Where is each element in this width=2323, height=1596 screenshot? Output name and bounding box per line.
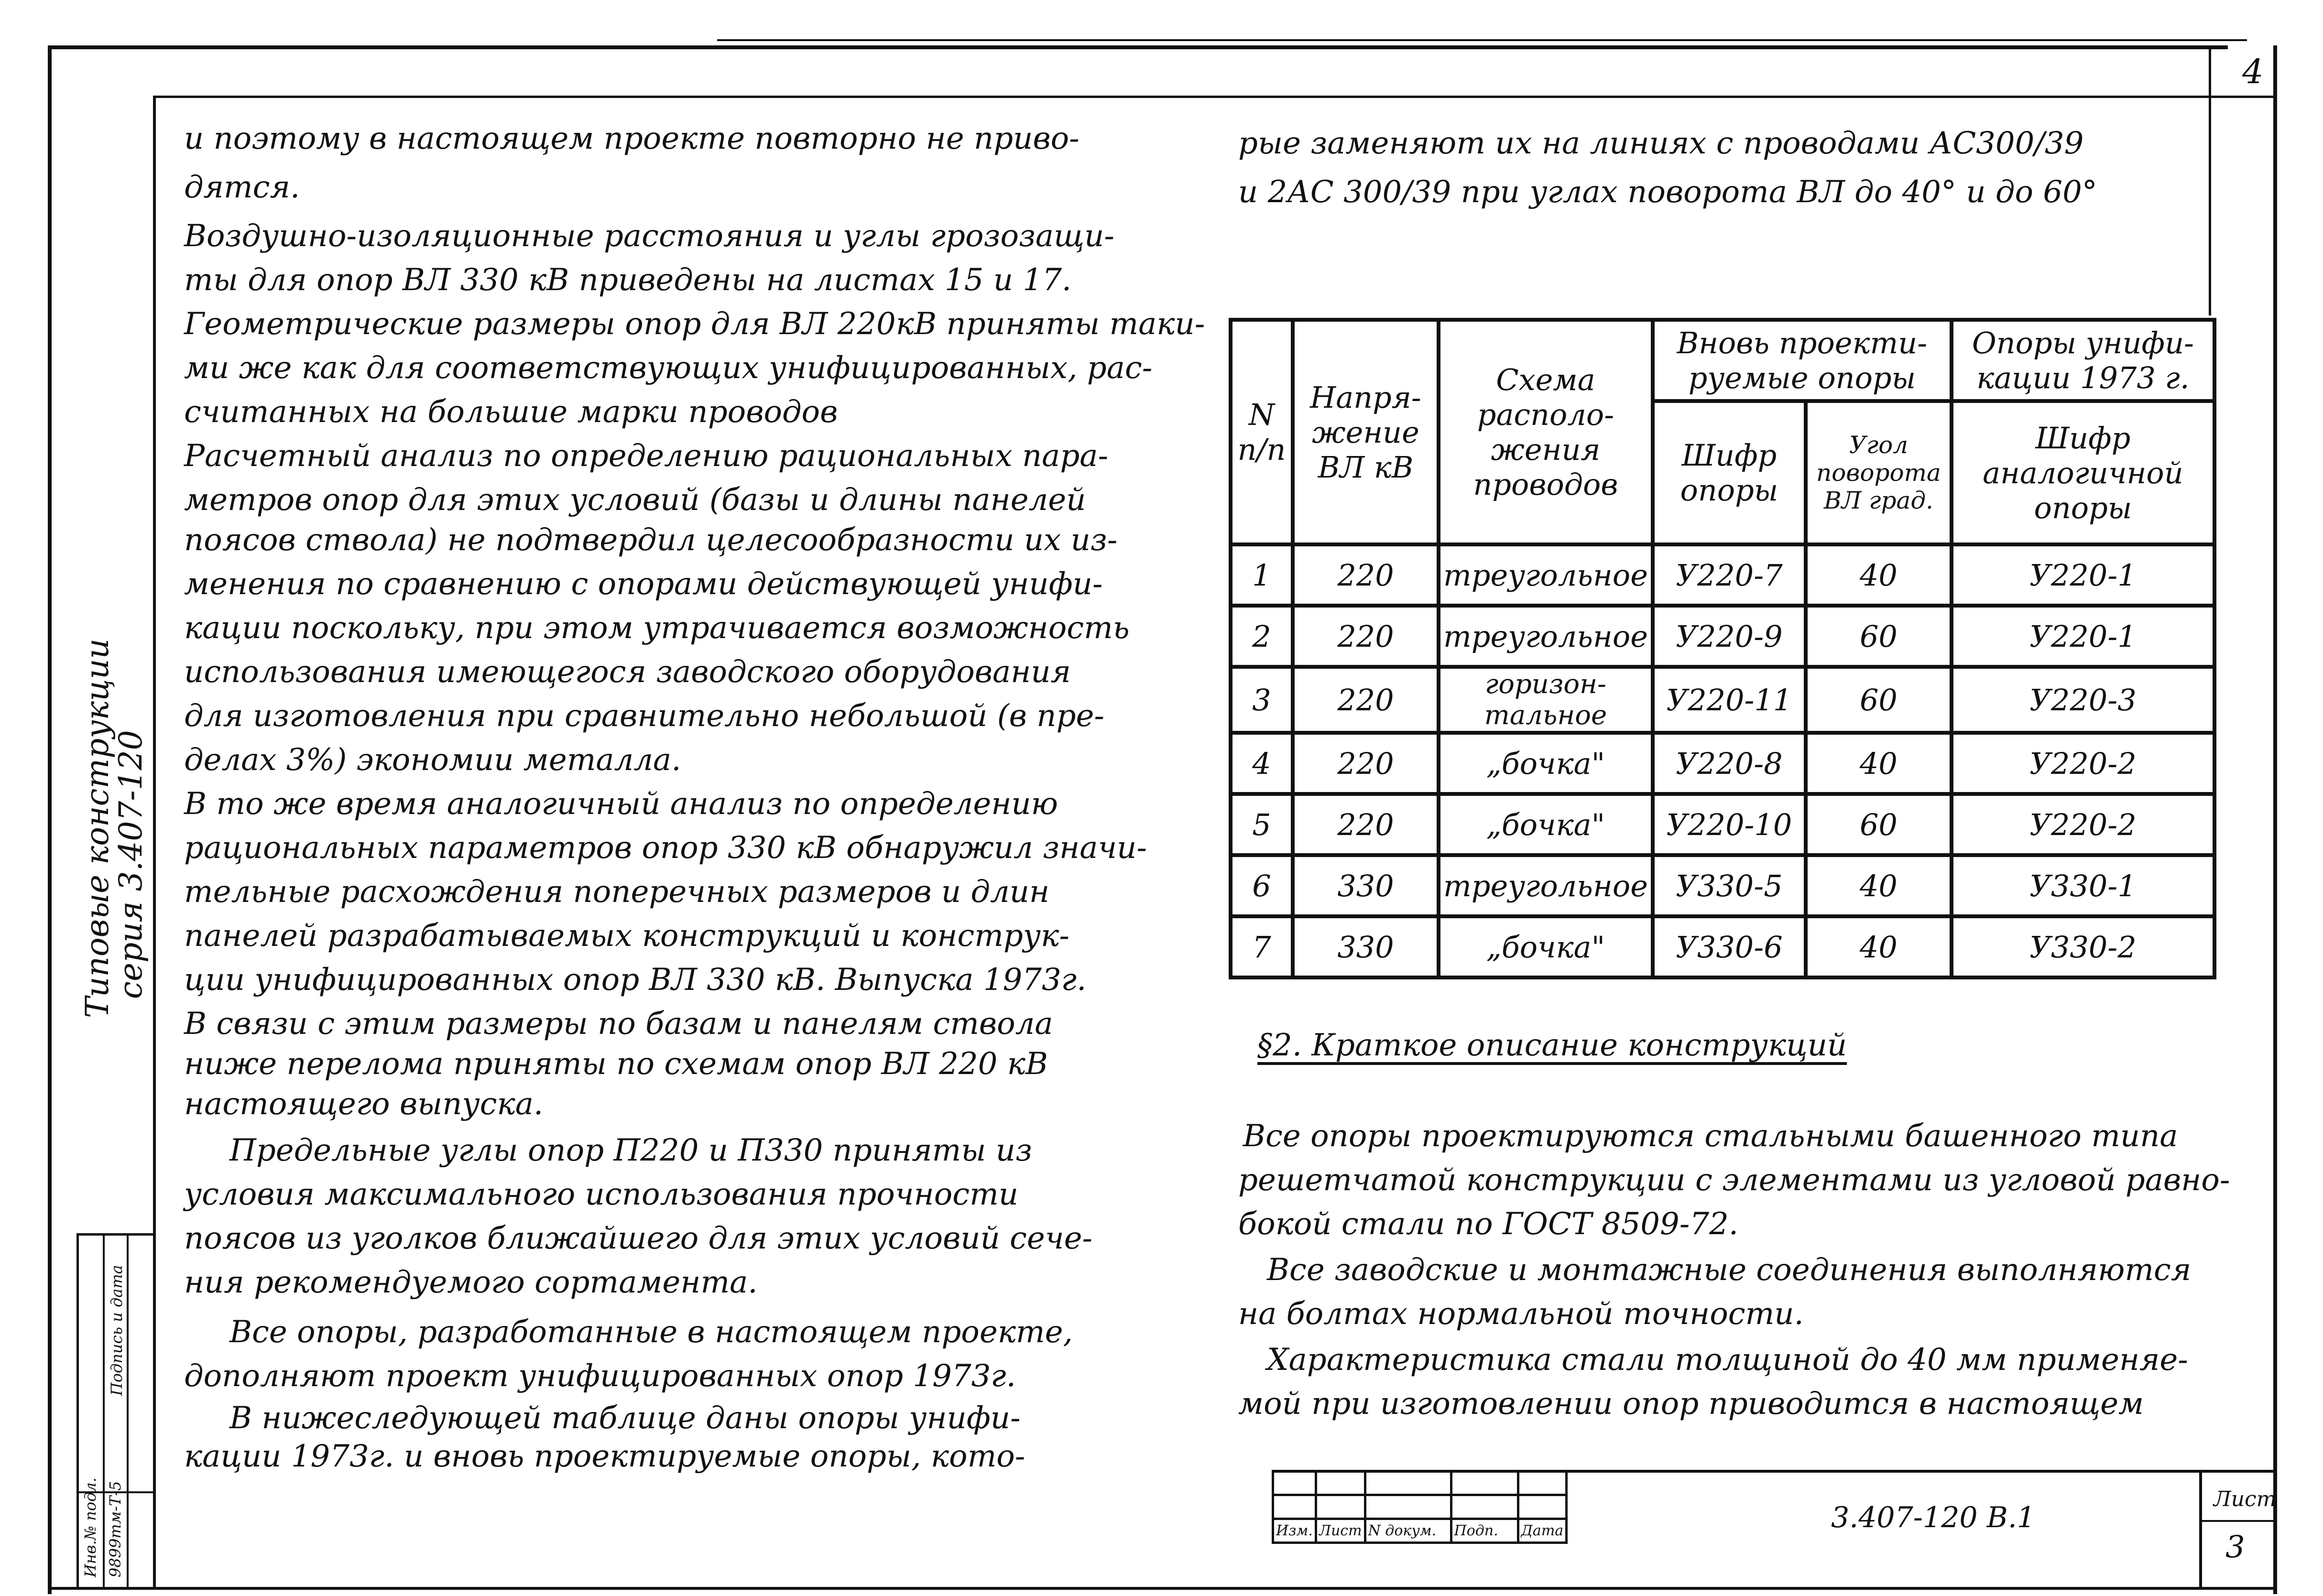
cell-analog: У330-1 [1952, 855, 2214, 916]
cell-voltage: 220 [1293, 794, 1439, 855]
frame-right-top-divider [2209, 48, 2211, 315]
cell-cipher: У220-8 [1653, 733, 1806, 794]
cell-angle: 60 [1806, 794, 1952, 855]
right-bottom-line: решетчатой конструкции с элементами из угловой равно- [1238, 1162, 2230, 1198]
right-bottom-line: на болтах нормальной точности. [1238, 1296, 1804, 1332]
frame-top-line [48, 45, 2228, 49]
left-line: поясов из уголков ближайшего для этих условий сече- [184, 1221, 1093, 1256]
page-corner-number: 4 [2242, 52, 2264, 91]
right-top-line: рые заменяют их на линиях с проводами АС300/39 [1238, 126, 2084, 161]
left-line: Все опоры, разработанные в настоящем проекте, [229, 1314, 1073, 1350]
sheet-label: Лист [2214, 1487, 2277, 1511]
document-code: 3.407-120 В.1 [1831, 1501, 2035, 1534]
cell-voltage: 330 [1293, 916, 1439, 977]
inv-value: 9899тм-Т-5 [106, 1481, 124, 1577]
cell-cipher: У220-10 [1653, 794, 1806, 855]
inv-label: Инв.№ подл. [81, 1477, 99, 1577]
frame-left-line [48, 45, 52, 1594]
stamp-label: Изм. [1273, 1519, 1316, 1543]
cell-angle: 40 [1806, 544, 1952, 606]
left-line: ми же как для соответствующих унифицированных, рас- [184, 350, 1153, 386]
left-line: поясов ствола) не подтвердил целесообразности их из- [184, 522, 1118, 558]
cell-analog: У330-2 [1952, 916, 2214, 977]
table-row [1231, 606, 2214, 667]
left-line: панелей разрабатываемых конструкций и конструк- [184, 918, 1069, 954]
left-line: использования имеющегося заводского оборудования [184, 654, 1071, 690]
header-analog: Шифр аналогичной опоры [1952, 401, 2214, 544]
left-line: ции унифицированных опор ВЛ 330 кВ. Выпуска 1973г. [184, 962, 1087, 998]
left-line: делах 3%) экономии металла. [184, 742, 681, 778]
left-line: Воздушно-изоляционные расстояния и углы грозозащи- [184, 218, 1114, 254]
left-line: кации 1973г. и вновь проектируемые опоры, кото- [184, 1439, 1025, 1474]
cell-scheme: треугольное [1439, 855, 1653, 916]
table-row [1231, 794, 2214, 855]
sidebar-stamp-mid [103, 1233, 105, 1587]
cell-angle: 60 [1806, 667, 1952, 733]
header-new-group: Вновь проекти- руемые опоры [1653, 320, 1952, 401]
right-bottom-line: мой при изготовлении опор приводится в настоящем [1238, 1386, 2144, 1422]
cell-analog: У220-1 [1952, 606, 2214, 667]
table-row [1231, 733, 2214, 794]
cell-scheme: треугольное [1439, 544, 1653, 606]
cell-cipher: У220-11 [1653, 667, 1806, 733]
sign-label: Подпись и дата [108, 1265, 126, 1396]
cell-num: 1 [1231, 544, 1293, 606]
title-block-top [1272, 1470, 2276, 1473]
stamp-label: Лист [1316, 1519, 1365, 1543]
frame-bottom-line [48, 1587, 2276, 1590]
header-num: N п/п [1231, 320, 1293, 544]
left-line: ты для опор ВЛ 330 кВ приведены на листах 15 и 17. [184, 262, 1072, 298]
left-line: дополняют проект унифицированных опор 1973г. [184, 1358, 1016, 1394]
header-scheme: Схема располо- жения проводов [1439, 320, 1653, 544]
cell-cipher: У330-5 [1653, 855, 1806, 916]
cell-cipher: У220-9 [1653, 606, 1806, 667]
right-bottom-line: Все опоры проектируются стальными башенного типа [1243, 1118, 2178, 1154]
frame-right-line [2273, 45, 2277, 1594]
series-number: серия 3.407-120 [112, 730, 149, 999]
cell-analog: У220-1 [1952, 544, 2214, 606]
table-row [1231, 855, 2214, 916]
title-block-sheet-row [2199, 1520, 2276, 1522]
sidebar-stamp-mid2 [127, 1233, 129, 1587]
cell-analog: У220-2 [1952, 733, 2214, 794]
left-line: Расчетный анализ по определению рациональных пара- [184, 438, 1109, 474]
cell-angle: 40 [1806, 916, 1952, 977]
stamp-label: Подп. [1451, 1519, 1518, 1543]
cell-num: 4 [1231, 733, 1293, 794]
cell-voltage: 220 [1293, 733, 1439, 794]
cell-scheme: треугольное [1439, 606, 1653, 667]
stamp-label: N докум. [1365, 1519, 1451, 1543]
cell-angle: 40 [1806, 733, 1952, 794]
cell-scheme: „бочка" [1439, 733, 1653, 794]
left-line: В то же время аналогичный анализ по определению [184, 786, 1058, 822]
left-line: В нижеследующей таблице даны опоры унифи- [229, 1401, 1021, 1436]
cell-cipher: У330-6 [1653, 916, 1806, 977]
left-line: ниже перелома приняты по схемам опор ВЛ 220 кВ [184, 1046, 1048, 1082]
cell-voltage: 220 [1293, 606, 1439, 667]
left-line: Предельные углы опор П220 и П330 приняты из [229, 1133, 1032, 1168]
header-cipher: Шифр опоры [1653, 401, 1806, 544]
cell-scheme: горизон- тальное [1439, 667, 1653, 733]
cell-scheme: „бочка" [1439, 916, 1653, 977]
cell-voltage: 220 [1293, 667, 1439, 733]
header-voltage: Напря- жение ВЛ кВ [1293, 320, 1439, 544]
right-bottom-line: Все заводские и монтажные соединения выполняются [1267, 1252, 2192, 1288]
left-line: Геометрические размеры опор для ВЛ 220кВ приняты таки- [184, 306, 1205, 342]
left-line: менения по сравнению с опорами действующей унифи- [184, 566, 1103, 602]
left-line: ния рекомендуемого сортамента. [184, 1265, 758, 1300]
cell-cipher: У220-7 [1653, 544, 1806, 606]
cell-num: 2 [1231, 606, 1293, 667]
cell-angle: 60 [1806, 606, 1952, 667]
cell-angle: 40 [1806, 855, 1952, 916]
sidebar-stamp-top [76, 1233, 155, 1236]
cell-num: 7 [1231, 916, 1293, 977]
sidebar-stamp-left [76, 1233, 79, 1587]
section-title: §2. Краткое описание конструкций [1257, 1028, 1847, 1063]
left-line: В связи с этим размеры по базам и панелям ствола [184, 1006, 1053, 1042]
right-bottom-line: Характеристика стали толщиной до 40 мм применяе- [1267, 1342, 2188, 1378]
cell-voltage: 220 [1293, 544, 1439, 606]
title-block-grid [1272, 1470, 1568, 1544]
header-unif-group: Опоры унифи- кации 1973 г. [1952, 320, 2214, 401]
left-line: дятся. [184, 170, 300, 205]
cell-voltage: 330 [1293, 855, 1439, 916]
stamp-label: Дата [1518, 1519, 1567, 1543]
cell-num: 3 [1231, 667, 1293, 733]
frame-top-inner-line [153, 96, 2276, 98]
sheet-number: 3 [2225, 1530, 2245, 1565]
cell-analog: У220-2 [1952, 794, 2214, 855]
left-line: считанных на большие марки проводов [184, 394, 838, 430]
frame-inner-left-line [153, 96, 156, 1587]
title-block-sheet-divider [2199, 1470, 2202, 1589]
series-title: Типовые конструкции [79, 638, 116, 1018]
left-line: и поэтому в настоящем проекте повторно не приво- [184, 121, 1080, 156]
cell-analog: У220-3 [1952, 667, 2214, 733]
table-row [1231, 916, 2214, 977]
left-line: для изготовления при сравнительно небольшой (в пре- [184, 698, 1104, 734]
left-line: метров опор для этих условий (базы и длины панелей [184, 482, 1086, 518]
right-top-line: и 2АС 300/39 при углах поворота ВЛ до 40° и до 60° [1238, 174, 2097, 210]
table-row [1231, 667, 2214, 733]
header-angle: Угол поворота ВЛ град. [1806, 401, 1952, 544]
opory-table [1229, 318, 2216, 979]
table-row [1231, 544, 2214, 606]
cell-scheme: „бочка" [1439, 794, 1653, 855]
left-line: рациональных параметров опор 330 кВ обнаружил значи- [184, 830, 1147, 866]
right-bottom-line: бокой стали по ГОСТ 8509-72. [1238, 1206, 1739, 1242]
left-line: тельные расхождения поперечных размеров и длин [184, 874, 1050, 910]
left-line: кации поскольку, при этом утрачивается возможность [184, 610, 1130, 646]
frame-top-outer-line [717, 39, 2247, 41]
cell-num: 5 [1231, 794, 1293, 855]
left-line: настоящего выпуска. [184, 1086, 544, 1122]
cell-num: 6 [1231, 855, 1293, 916]
left-line: условия максимального использования прочности [184, 1177, 1018, 1212]
